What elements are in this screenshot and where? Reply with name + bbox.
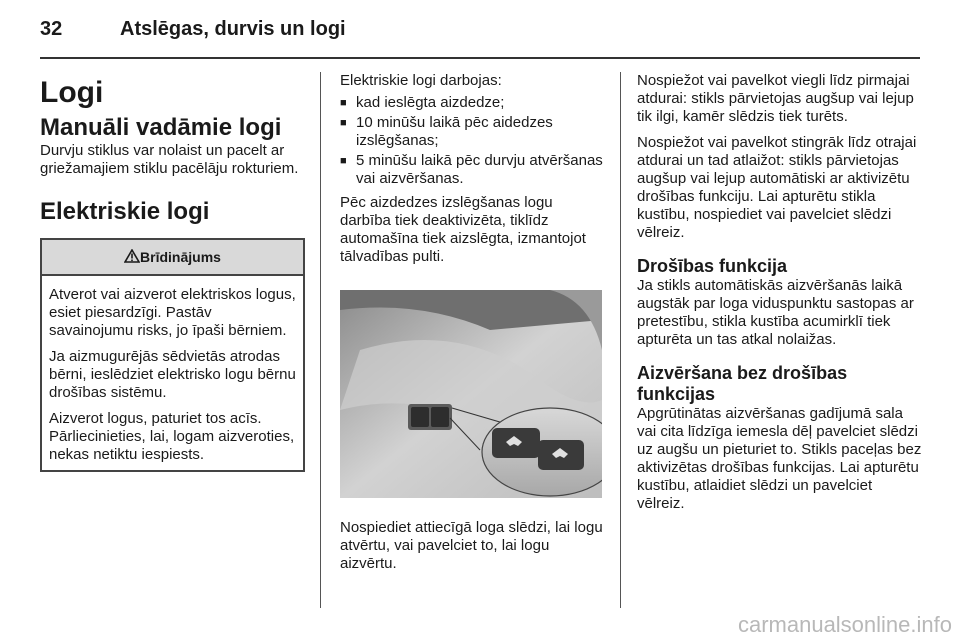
warning-paragraph-2: Ja aizmugurējās sēdvietās atrodas bērni, ieslēdziet elektrisko logu bērnu drošības sistēmu. [49, 348, 296, 401]
after-ignition-text: Pēc aizdedzes izslēgšanas logu darbība tiek deaktivizēta, tiklīdz automašīna tiek aizslēgta, izmantojot tālvadības pulti. [340, 194, 586, 265]
list-item: ■ kad ieslēgta aizdedze; [340, 94, 605, 112]
column-divider-2 [620, 72, 621, 608]
chapter-title: Atslēgas, durvis un logi [120, 18, 346, 40]
section-title: Logi [40, 76, 104, 109]
figure-caption: Nospiediet attiecīgā loga slēdzi, lai logu atvērtu, vai pavelciet to, lai logu aizvērtu. [340, 519, 603, 572]
list-item: ■ 5 minūšu laikā pēc durvju atvēršanas vai aizvēršanas. [340, 152, 605, 188]
column-3 [637, 72, 922, 521]
safety-function-text: Ja stikls automātiskās aizvēršanās laikā augstāk par loga viduspunktu sastopas ar pretestību, stikla kustība acumirklī tiek apturēta un tas atkal nolaižas. [637, 277, 914, 348]
override-text: Apgrūtinātas aizvēršanas gadījumā sala vai cita līdzīga iemesla dēļ pavelciet slēdzi uz augšu un pieturiet to. Stikls paceļas bez aktivizētas drošības funkcijas. Lai apturētu kustību, atlaidiet slēdzi un pavelciet vēlreiz. [637, 405, 922, 512]
manual-windows-heading: Manuāli vadāmie logi [40, 114, 282, 141]
watermark: carmanualsonline.info [737, 612, 952, 637]
list-item: ■ 10 minūšu laikā pēc aidedzes izslēgšanas; [340, 114, 605, 150]
warning-box [40, 238, 305, 472]
warning-heading: Brīdinājums [140, 249, 221, 265]
override-heading: Aizvēršana bez drošības funkcijas [637, 363, 848, 404]
page-number: 32 [40, 18, 63, 40]
column-divider-1 [320, 72, 321, 608]
column-1 [40, 72, 305, 472]
second-stop-text: Nospiežot vai pavelkot stingrāk līdz otrajai atdurai un tad atlaižot: stikls pārvietojas augšup vai lejup automātiski ar aktivizētu drošības funkciju. Lai apturētu stikla kustību, nospiediet vai pavelciet slēdzi vēlreiz. [637, 134, 917, 241]
first-stop-text: Nospiežot vai pavelkot viegli līdz pirmajai atdurai: stikls pārvietojas augšup vai lejup tik ilgi, kamēr slēdzis tiek turēts. [637, 72, 914, 125]
window-switch-illustration [340, 290, 602, 498]
header-rule [40, 57, 920, 59]
safety-function-heading: Drošības funkcija [637, 256, 788, 276]
electric-windows-heading: Elektriskie logi [40, 198, 210, 225]
operation-intro: Elektriskie logi darbojas: [340, 72, 502, 89]
operation-list [340, 94, 605, 188]
manual-windows-text: Durvju stiklus var nolaist un pacelt ar griežamajiem stiklu pacēlāju rokturiem. [40, 142, 299, 177]
warning-paragraph-1: Atverot vai aizverot elektriskos logus, esiet piesardzīgi. Pastāv savainojumu risks, jo īpaši bērniem. [49, 286, 296, 339]
warning-triangle-icon [124, 249, 140, 263]
warning-header [42, 240, 303, 276]
warning-paragraph-3: Aizverot logus, paturiet tos acīs. Pārliecinieties, lai, logam aizveroties, nekas netiktu iespiests. [49, 410, 295, 463]
column-2 [340, 72, 605, 581]
